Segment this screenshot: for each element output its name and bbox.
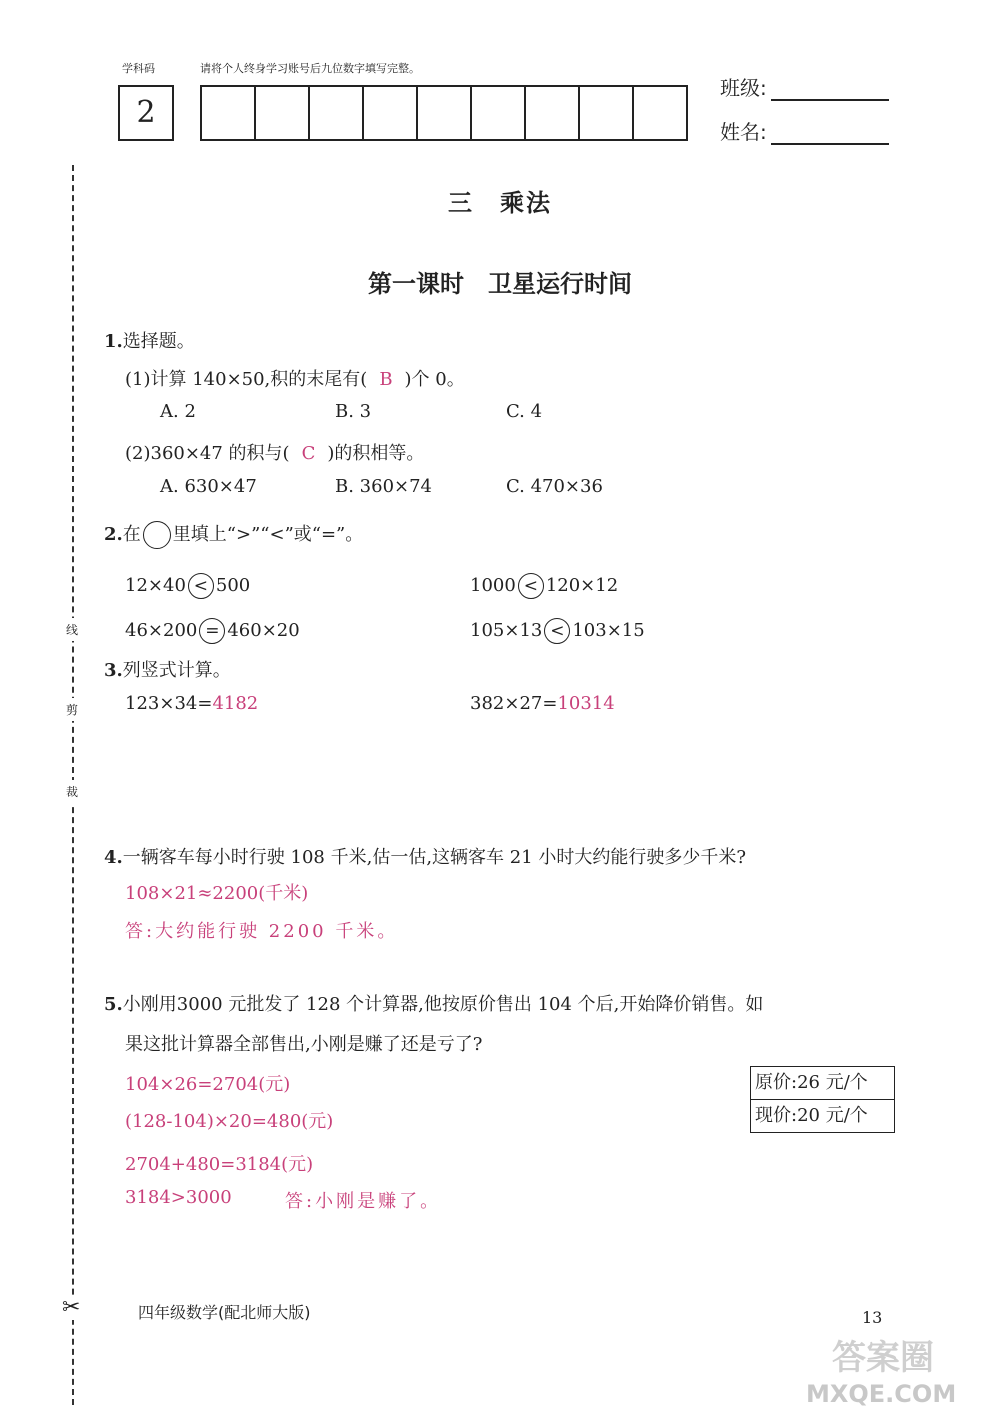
q2-item-right: 460×20	[227, 620, 300, 641]
q4-number: 4.	[104, 847, 123, 868]
q1-heading	[104, 327, 195, 353]
q1-part2-option-c: C. 470×36	[506, 476, 603, 497]
class-label: 班级:	[720, 76, 767, 100]
q3-item	[125, 693, 258, 714]
q1-part1-option-a: A. 2	[160, 401, 196, 422]
q5-text-line2: 果这批计算器全部售出,小刚是赚了还是亏了?	[125, 1034, 483, 1055]
page-number: 13	[862, 1308, 883, 1327]
q2-item-right: 500	[215, 575, 251, 596]
q1-part2-option-a: A. 630×47	[160, 476, 257, 497]
q5-text-line1: 小刚用3000 元批发了 128 个计算器,他按原价售出 104 个后,开始降价销售。如	[122, 994, 764, 1015]
cut-label-cut: 剪	[66, 698, 78, 721]
q1-part1-stem: (1)计算 140×50,积的末尾有(	[125, 369, 368, 390]
q2-item-right: 120×12	[545, 575, 619, 596]
q1-text: 选择题。	[122, 331, 195, 352]
q3-heading	[104, 656, 231, 682]
q1-part1-option-c: C. 4	[506, 401, 543, 422]
q2-text-start: 在	[122, 524, 141, 545]
q4-heading	[104, 843, 746, 869]
digit-cell[interactable]	[526, 87, 580, 139]
q2-item	[470, 618, 645, 644]
q2-item-left: 46×200	[125, 620, 198, 641]
q3-expression: 123×34=	[125, 693, 213, 714]
name-field[interactable]	[720, 116, 889, 145]
empty-circle-icon	[143, 521, 171, 549]
account-instruction: 请将个人终身学习账号后九位数字填写完整。	[200, 62, 420, 75]
digit-cell[interactable]	[256, 87, 310, 139]
digit-cell[interactable]	[310, 87, 364, 139]
q2-item-left: 105×13	[470, 620, 543, 641]
digit-cell[interactable]	[580, 87, 634, 139]
q5-work-line: 2704+480=3184(元)	[125, 1154, 314, 1175]
q2-item-sign: <	[188, 573, 214, 599]
q4-text: 一辆客车每小时行驶 108 千米,估一估,这辆客车 21 小时大约能行驶多少千米?	[122, 847, 747, 868]
q2-number: 2.	[104, 524, 123, 545]
name-blank[interactable]	[771, 123, 889, 145]
price-box	[750, 1066, 895, 1133]
q4-answer: 答:大约能行驶 2200 千米。	[125, 921, 399, 942]
q3-text: 列竖式计算。	[122, 660, 231, 681]
q5-work-line: (128-104)×20=480(元)	[125, 1111, 334, 1132]
q5-heading	[104, 990, 763, 1016]
q2-item-right: 103×15	[572, 620, 645, 641]
q5-answer: 答:小刚是赚了。	[285, 1191, 442, 1212]
name-label: 姓名:	[720, 120, 767, 144]
q2-item-sign: =	[199, 618, 225, 644]
q1-part2-answer: C	[301, 443, 316, 464]
q1-part1-option-b: B. 3	[335, 401, 372, 422]
q2-item	[125, 618, 300, 644]
watermark-logo: 答案圈	[832, 1338, 934, 1378]
account-digit-boxes[interactable]	[200, 85, 688, 141]
q3-answer: 10314	[557, 693, 615, 714]
class-field[interactable]	[720, 72, 889, 101]
q2-item-left: 12×40	[125, 575, 186, 596]
q3-item	[470, 693, 615, 714]
q3-answer: 4182	[212, 693, 259, 714]
digit-cell[interactable]	[418, 87, 472, 139]
subject-code-label: 学科码	[122, 62, 155, 75]
q1-part1-stem-end: )个 0。	[404, 369, 465, 390]
footer-book-title: 四年级数学(配北师大版)	[138, 1303, 311, 1322]
q5-work-line: 104×26=2704(元)	[125, 1074, 291, 1095]
digit-cell[interactable]	[634, 87, 686, 139]
original-price: 原价:26 元/个	[751, 1067, 894, 1100]
q1-part2-stem: (2)360×47 的积与(	[125, 443, 290, 464]
digit-cell[interactable]	[202, 87, 256, 139]
q5-work-line: 3184>3000	[125, 1187, 232, 1208]
q2-item-left: 1000	[470, 575, 516, 596]
q4-work: 108×21≈2200(千米)	[125, 883, 309, 904]
q1-part2-stem-end: )的积相等。	[327, 443, 425, 464]
q5-number: 5.	[104, 994, 123, 1015]
lesson-title: 第一课时 卫星运行时间	[368, 270, 632, 298]
subject-code-box: 2	[118, 85, 174, 141]
cut-label-line: 线	[66, 618, 78, 641]
q2-heading	[104, 520, 363, 549]
cut-label-trim: 裁	[66, 780, 78, 803]
q1-part2-option-b: B. 360×74	[335, 476, 433, 497]
class-blank[interactable]	[771, 79, 889, 101]
q2-item-sign: <	[518, 573, 544, 599]
q2-item	[470, 573, 618, 599]
q1-part1	[125, 365, 465, 391]
q3-number: 3.	[104, 660, 123, 681]
q2-text-end: 里填上“>”“<”或“=”。	[172, 524, 364, 545]
q1-part2	[125, 439, 424, 465]
digit-cell[interactable]	[364, 87, 418, 139]
q1-part1-answer: B	[379, 369, 393, 390]
q3-expression: 382×27=	[470, 693, 558, 714]
unit-title: 三 乘法	[448, 189, 552, 217]
q1-number: 1.	[104, 331, 123, 352]
current-price: 现价:20 元/个	[755, 1105, 868, 1126]
scissors-icon: ✂	[62, 1295, 81, 1320]
q2-item-sign: <	[544, 618, 570, 644]
watermark-url: MXQE.COM	[806, 1380, 957, 1408]
q2-item	[125, 573, 250, 599]
digit-cell[interactable]	[472, 87, 526, 139]
